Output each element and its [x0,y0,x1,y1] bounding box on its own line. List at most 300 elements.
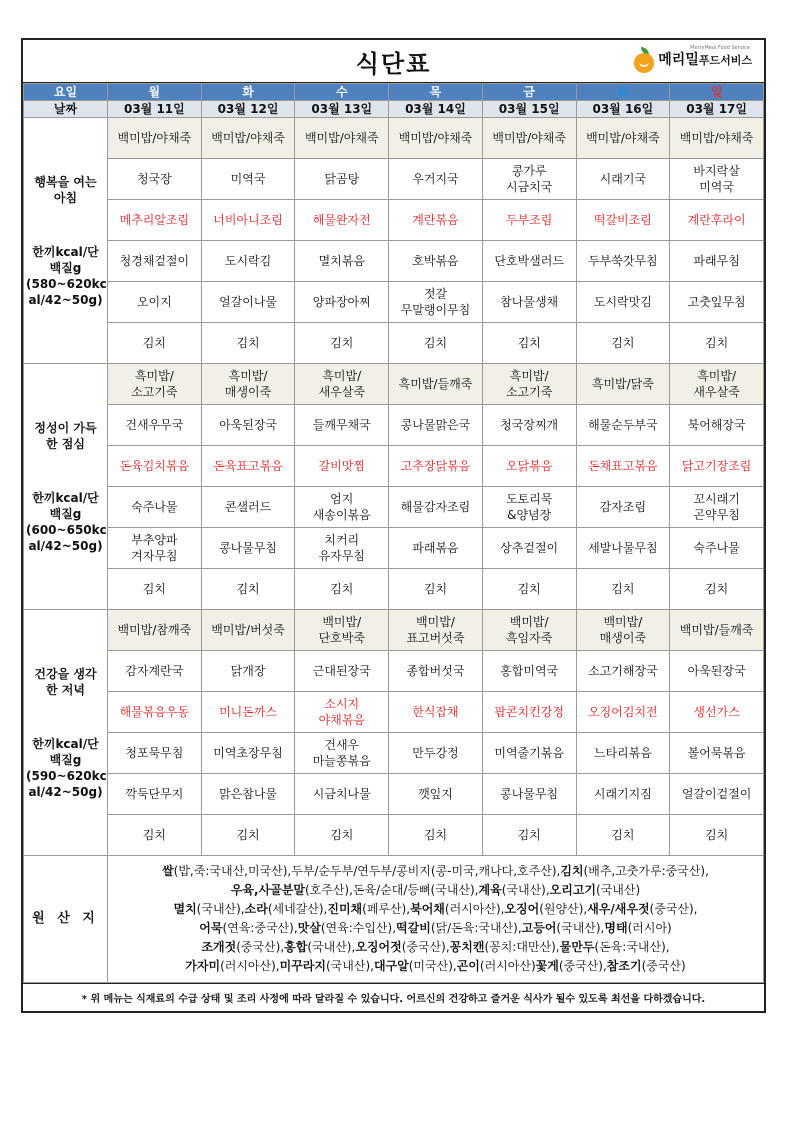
menu-row [24,159,764,200]
menu-cell [576,815,670,856]
menu-item-text: 오이지 [136,295,172,309]
menu-item-text: 백미밥/야채죽 [117,131,192,145]
origin-line: 가자미(러시아산),미꾸라지(국내산),대구알(미국산),곤이(러시아산)꽃게(중국산),참조기(중국산) [185,959,686,973]
menu-cell [108,323,202,364]
menu-cell [670,569,764,610]
menu-cell [670,815,764,856]
date-label: 날짜 [24,101,108,118]
company-logo [633,45,752,75]
menu-item-text: &양념장 [507,508,552,522]
menu-item-text: 두부쑥갓무침 [588,254,658,268]
menu-item-text: 치커리 [324,533,360,547]
menu-cell [295,528,389,569]
menu-item-text: 김치 [330,828,354,842]
menu-item-text: 계란후라이 [687,213,746,227]
menu-cell [389,528,483,569]
menu-item-text: 백미밥/ [322,615,362,629]
menu-item-text: 팝콘치킨강정 [494,705,564,719]
menu-cell [389,200,483,241]
menu-cell [295,651,389,692]
menu-cell [389,446,483,487]
menu-item-text: 맑은참나물 [219,787,278,801]
menu-row [24,733,764,774]
menu-cell [576,446,670,487]
menu-item-text: 백미밥/야채죽 [211,131,285,145]
menu-item-text: 단호박죽 [318,631,365,645]
menu-item-text: 홍합미역국 [500,664,559,678]
menu-cell [670,282,764,323]
meal-kcal-line: al/42~50g) [28,784,103,799]
meal-kcal-line: 한끼kcal/단 [32,244,99,259]
menu-cell [482,241,576,282]
menu-cell [389,323,483,364]
menu-cell [482,323,576,364]
menu-item-text: 김치 [517,336,541,350]
title-bar [23,40,764,83]
menu-table [23,83,764,983]
menu-cell [389,282,483,323]
meal-kcal-line: (580~620kc [26,276,107,291]
menu-cell [670,200,764,241]
menu-cell [389,118,483,159]
menu-item-text: 깍둑단무지 [125,787,184,801]
menu-cell [295,774,389,815]
menu-row [24,241,764,282]
menu-row [24,774,764,815]
menu-cell [670,241,764,282]
menu-cell [201,200,295,241]
menu-item-text: 오닭볶음 [505,459,553,473]
menu-cell [482,200,576,241]
menu-cell [295,159,389,200]
menu-item-text: 김치 [423,582,448,596]
menu-cell [576,487,670,528]
origin-label: 원 산 지 [24,856,108,983]
menu-item-text: 김치 [705,828,729,842]
menu-item-text: 야채볶음 [318,713,365,727]
menu-item-text: 표고버섯죽 [406,631,465,645]
menu-item-text: 건새우 [324,738,360,752]
meal-title-line: 건강을 생각 [34,666,97,681]
menu-cell [108,528,202,569]
menu-cell [295,733,389,774]
menu-item-text: 김치 [142,582,166,596]
menu-item-text: 단호박샐러드 [494,254,564,268]
menu-cell [482,692,576,733]
date-2: 03월 13일 [295,101,389,118]
menu-item-text: 미니돈까스 [219,705,278,719]
weekday-header-row [24,84,764,101]
menu-cell [201,159,295,200]
menu-cell [670,528,764,569]
date-row [24,101,764,118]
menu-item-text: 김치 [517,582,541,596]
menu-cell [576,774,670,815]
menu-item-text: 느타리볶음 [593,746,652,760]
menu-item-text: 깻잎지 [418,787,453,801]
menu-cell [295,487,389,528]
menu-item-text: 흑미밥/ [697,369,737,383]
menu-cell [108,774,202,815]
menu-cell [108,446,202,487]
origin-line: 멸치(국내산),소라(세네갈산),진미채(페루산),북어채(러시아산),오징어(원양산),새우/새우젓(중국산), [173,902,698,916]
menu-cell [108,610,202,651]
weekday-3: 목 [389,84,483,101]
menu-item-text: 종합버섯국 [406,664,465,678]
menu-cell [295,323,389,364]
menu-cell [576,241,670,282]
menu-item-text: 무말랭이무침 [400,303,471,317]
menu-item-text: 숙주나물 [131,500,178,514]
menu-item-text: 닭개장 [230,664,266,678]
menu-cell [108,487,202,528]
menu-cell [482,487,576,528]
menu-item-text: 멸치볶음 [318,254,365,268]
menu-row [24,487,764,528]
menu-cell [389,241,483,282]
weekday-6: 일 [670,84,764,101]
menu-cell [108,651,202,692]
menu-item-text: 엄지 [330,492,354,506]
menu-item-text: 미역초장무침 [213,746,283,760]
menu-item-text: 닭곰탕 [324,172,360,186]
menu-item-text: 백미밥/버섯죽 [211,623,285,637]
menu-cell [670,364,764,405]
menu-item-text: 해물순두부국 [588,418,658,432]
menu-item-text: 상추겉절이 [500,541,559,555]
menu-item-text: 소고기죽 [131,385,178,399]
menu-item-text: 닭고기장조림 [681,459,752,473]
meal-plan-sheet [21,38,766,1013]
menu-cell [670,651,764,692]
menu-cell [295,405,389,446]
menu-item-text: 흑미밥/ [509,369,549,383]
logo-icon [633,47,655,73]
menu-cell [295,200,389,241]
menu-cell [201,405,295,446]
menu-cell [576,282,670,323]
menu-cell [389,159,483,200]
menu-cell [389,733,483,774]
menu-item-text: 파래무침 [693,254,740,268]
menu-item-text: 한식잡채 [412,705,459,719]
menu-item-text: 참나물생채 [500,295,559,309]
menu-item-text: 콩나물맑은국 [400,418,471,432]
menu-item-text: 김치 [423,336,448,350]
menu-cell [389,815,483,856]
menu-item-text: 파래볶음 [412,541,459,555]
menu-cell [576,528,670,569]
menu-cell [201,692,295,733]
menu-item-text: 김치 [330,336,354,350]
menu-cell [201,282,295,323]
menu-cell [295,446,389,487]
menu-item-text: 소고기죽 [505,385,553,399]
menu-cell [482,651,576,692]
date-3: 03월 14일 [389,101,483,118]
menu-cell [576,200,670,241]
origin-text [108,856,764,983]
menu-cell [482,610,576,651]
menu-item-text: 김치 [705,582,729,596]
date-1: 03월 12일 [201,101,295,118]
menu-cell [482,159,576,200]
menu-item-text: 시금치나물 [312,787,371,801]
page-title: 식단표 [355,50,432,78]
menu-item-text: 고추장닭볶음 [400,459,471,473]
menu-item-text: 흑미밥/닭죽 [591,377,654,391]
menu-item-text: 김치 [236,336,260,350]
menu-cell [108,733,202,774]
menu-item-text: 메추리알조림 [119,213,190,227]
menu-item-text: 돈육김치볶음 [119,459,190,473]
menu-item-text: 백미밥/ [603,615,643,629]
menu-cell [389,610,483,651]
menu-cell [482,282,576,323]
menu-cell [108,569,202,610]
menu-item-text: 도토리묵 [505,492,553,506]
menu-item-text: 미역국 [230,172,266,186]
menu-cell [201,528,295,569]
menu-cell [295,692,389,733]
menu-item-text: 김치 [705,336,729,350]
logo-sub: 푸드서비스 [698,54,752,67]
menu-item-text: 흑미밥/ [134,369,174,383]
menu-item-text: 도시락맛김 [593,295,652,309]
menu-item-text: 콩나물무침 [219,541,278,555]
menu-cell [670,610,764,651]
menu-item-text: 부추양파 [131,533,178,547]
menu-item-text: 김치 [330,582,354,596]
menu-item-text: 백미밥/ [416,615,455,629]
menu-item-text: 김치 [423,828,448,842]
weekday-label: 요일 [24,84,108,101]
menu-cell [482,569,576,610]
menu-cell [201,323,295,364]
origin-line: 쌀(밥,죽:국내산,미국산),두부/순두부/연두부/콩비지(콩-미국,캐나다,호주산),김치(배추,고춧가루:중국산), [162,864,709,878]
meal-kcal-line: 한끼kcal/단 [32,736,99,751]
menu-row [24,815,764,856]
menu-item-text: 백미밥/야채죽 [398,131,473,145]
menu-row [24,118,764,159]
menu-cell [576,405,670,446]
date-0: 03월 11일 [108,101,202,118]
menu-item-text: 시래기국 [599,172,647,186]
menu-cell [389,364,483,405]
meal-title-line: 한 점심 [46,436,85,451]
menu-item-text: 매생이죽 [224,385,272,399]
menu-item-text: 흑미밥/ [228,369,268,383]
menu-item-text: 미역줄기볶음 [494,746,564,760]
menu-cell [201,446,295,487]
menu-cell [108,364,202,405]
meal-label-l [24,364,108,610]
menu-item-text: 백미밥/ [509,615,549,629]
meal-kcal-line: al/42~50g) [28,538,103,553]
menu-item-text: 얼갈이나물 [219,295,278,309]
menu-cell [108,282,202,323]
menu-row [24,528,764,569]
menu-cell [201,651,295,692]
menu-cell [576,569,670,610]
date-5: 03월 16일 [576,101,670,118]
menu-row [24,405,764,446]
menu-cell [670,487,764,528]
menu-item-text: 호박볶음 [412,254,459,268]
logo-name: 메리밀 [658,52,699,68]
meal-label-b [24,118,108,364]
menu-cell [201,774,295,815]
weekday-5: 토 [576,84,670,101]
menu-cell [295,364,389,405]
menu-item-text: 북어해장국 [687,418,746,432]
menu-cell [482,733,576,774]
footer-note: * 위 메뉴는 식재료의 수급 상태 및 조리 사정에 따라 달라질 수 있습니다. 어르신의 건강하고 즐거운 식사가 될수 있도록 최선을 다하겠습니다. [23,983,764,1011]
menu-row [24,446,764,487]
meal-kcal-line: 한끼kcal/단 [32,490,99,505]
menu-cell [201,241,295,282]
menu-cell [108,200,202,241]
menu-item-text: 겨자무침 [131,549,178,563]
menu-row [24,692,764,733]
date-4: 03월 15일 [482,101,576,118]
menu-row [24,323,764,364]
menu-item-text: 흑미밥/들깨죽 [398,377,473,391]
menu-item-text: 김치 [611,582,635,596]
menu-cell [389,405,483,446]
menu-item-text: 생선가스 [693,705,740,719]
menu-item-text: 김치 [517,828,541,842]
menu-cell [482,815,576,856]
menu-cell [108,405,202,446]
menu-cell [295,569,389,610]
menu-cell [670,323,764,364]
meal-title-line: 행복을 여는 [34,174,97,189]
menu-item-text: 백미밥/야채죽 [586,131,660,145]
menu-row [24,569,764,610]
menu-item-text: 오징어김치전 [588,705,658,719]
menu-row [24,200,764,241]
menu-row [24,364,764,405]
menu-item-text: 백미밥/참깨죽 [117,623,192,637]
menu-item-text: 김치 [611,828,635,842]
menu-cell [389,569,483,610]
meal-label-d [24,610,108,856]
origin-line: 어묵(연육:중국산),맛살(연육:수입산),떡갈비(닭/돈육:국내산),고등어(국내산),명태(러시아) [199,921,672,935]
meal-kcal-line: (600~650kc [26,522,107,537]
menu-cell [201,487,295,528]
menu-item-text: 백미밥/야채죽 [679,131,754,145]
menu-cell [482,364,576,405]
menu-cell [295,241,389,282]
menu-cell [482,528,576,569]
menu-cell [201,118,295,159]
meal-kcal-line: 백질g [49,752,82,767]
menu-cell [576,651,670,692]
menu-item-text: 청포묵무침 [125,746,184,760]
menu-item-text: 김치 [142,336,166,350]
menu-cell [201,733,295,774]
menu-cell [389,487,483,528]
weekday-4: 금 [482,84,576,101]
menu-item-text: 새우살죽 [693,385,740,399]
date-6: 03월 17일 [670,101,764,118]
menu-item-text: 청경채겉절이 [119,254,190,268]
menu-item-text: 백미밥/들깨죽 [679,623,754,637]
menu-item-text: 근대된장국 [312,664,371,678]
menu-item-text: 두부조림 [505,213,553,227]
menu-item-text: 들깨무채국 [312,418,371,432]
menu-cell [108,241,202,282]
menu-cell [576,159,670,200]
menu-item-text: 숙주나물 [693,541,740,555]
weekday-0: 월 [108,84,202,101]
menu-cell [576,733,670,774]
menu-cell [295,282,389,323]
menu-item-text: 소시지 [324,697,360,711]
menu-item-text: 시금치국 [505,180,553,194]
menu-item-text: 새우살죽 [318,385,365,399]
menu-cell [576,118,670,159]
meal-kcal-line: 백질g [49,506,82,521]
origin-line: 조개젓(중국산),홍합(국내산),오징어젓(중국산),꽁치캔(꽁치:대만산),물만두(돈육:국내산), [201,940,670,954]
meal-kcal-line: al/42~50g) [28,292,103,307]
menu-item-text: 꼬시래기 [693,492,740,506]
menu-item-text: 마늘쫑볶음 [312,754,371,768]
menu-cell [389,774,483,815]
menu-cell [108,118,202,159]
menu-cell [670,692,764,733]
menu-cell [482,405,576,446]
menu-item-text: 김치 [142,828,166,842]
menu-cell [201,815,295,856]
menu-cell [482,774,576,815]
origin-line: 우육,사골분말(호주산),돈육/순대/등뼈(국내산),계육(국내산),오리고기(국내산) [230,883,641,897]
menu-item-text: 감자계란국 [125,664,184,678]
menu-item-text: 돈육표고볶음 [213,459,283,473]
weekday-1: 화 [201,84,295,101]
menu-item-text: 청국장 [136,172,172,186]
menu-cell [670,159,764,200]
menu-item-text: 양파장아찌 [312,295,371,309]
menu-cell [482,446,576,487]
menu-item-text: 해물감자조림 [400,500,471,514]
menu-item-text: 소고기해장국 [588,664,658,678]
menu-item-text: 도시락김 [224,254,272,268]
menu-cell [295,118,389,159]
meal-kcal-line: 백질g [49,260,82,275]
menu-item-text: 흑임자죽 [505,631,553,645]
menu-item-text: 해물볶음우동 [119,705,190,719]
menu-item-text: 만두강정 [412,746,459,760]
menu-cell [670,118,764,159]
menu-item-text: 세발나물무침 [588,541,658,555]
menu-item-text: 유자무침 [318,549,365,563]
menu-cell [576,364,670,405]
weekday-2: 수 [295,84,389,101]
menu-item-text: 얼갈이겉절이 [681,787,752,801]
menu-item-text: 떡갈비조림 [593,213,652,227]
menu-item-text: 콘샐러드 [224,500,272,514]
menu-item-text: 콩나물무침 [500,787,559,801]
menu-cell [108,159,202,200]
menu-item-text: 젓갈 [423,287,448,301]
menu-item-text: 곤약무침 [693,508,740,522]
menu-item-text: 새송이볶음 [312,508,371,522]
menu-cell [108,815,202,856]
meal-kcal-line: (590~620kc [26,768,107,783]
menu-cell [670,446,764,487]
